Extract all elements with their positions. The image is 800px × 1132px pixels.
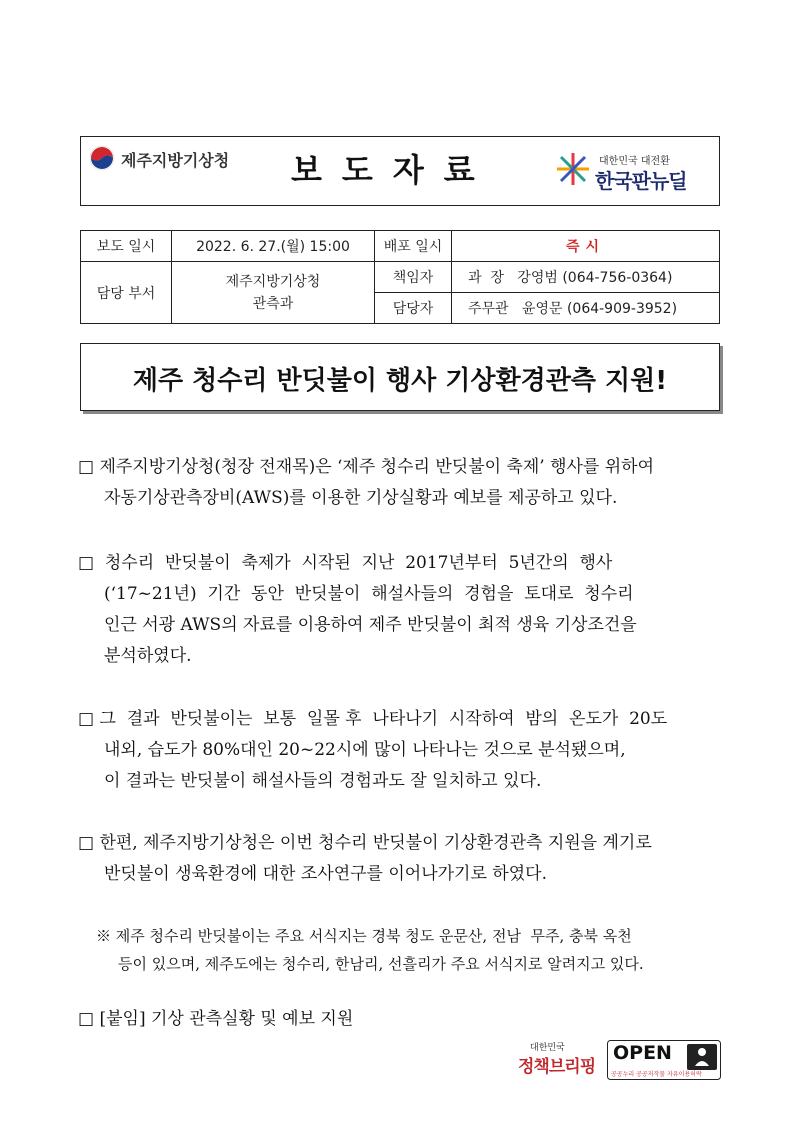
release-info-table (80, 230, 720, 324)
new-deal-star-icon (555, 151, 591, 187)
paragraph-2 (78, 548, 728, 672)
paragraph-4 (78, 828, 728, 890)
briefing-small-text: 대한민국 (530, 1043, 565, 1053)
headline-box (80, 343, 720, 411)
policy-briefing-logo (518, 1040, 598, 1080)
distribution-value: 즉시 (452, 231, 720, 262)
footnote-line: 등이 있으며, 제주도에는 청수리, 한남리, 선흘리가 주요 서식지로 알려지고 있다. (118, 955, 644, 973)
contact-value: 주무관 윤영문 (064-909-3952) (452, 293, 720, 324)
paragraph-3 (78, 704, 728, 797)
agency-name: 제주지방기상청 (121, 151, 230, 170)
contact-label: 담당자 (375, 293, 452, 324)
korean-new-deal-logo (555, 149, 705, 199)
distribution-label: 배포 일시 (375, 231, 452, 262)
government-emblem-icon (89, 145, 115, 171)
paragraph-line: □ 제주지방기상청(청장 전재목)은 ‘제주 청수리 반딧불이 축제’ 행사를 위하여 (78, 457, 655, 477)
document-kind: 보도자료 (291, 151, 495, 189)
responsible-value: 과 장 강영범 (064-756-0364) (452, 262, 720, 293)
briefing-name: 정책브리핑 (518, 1057, 596, 1077)
headline: 제주 청수리 반딧불이 행사 기상환경관측 지원! (132, 366, 668, 396)
dept-label: 담당 부서 (81, 262, 172, 324)
dept-value (172, 262, 375, 324)
dept-line-1: 제주지방기상청 (225, 273, 321, 290)
responsible-row (81, 262, 720, 293)
paragraph-1 (78, 452, 728, 514)
paragraph-line: 인근 서광 AWS의 자료를 이용하여 제주 반딧불이 최적 생육 기상조건을 (104, 615, 637, 635)
release-value: 2022. 6. 27.(월) 15:00 (172, 231, 375, 262)
attachment-text: □ [붙임] 기상 관측실황 및 예보 지원 (78, 1009, 354, 1029)
open-subtext: 공공누리 공공저작물 자유이용허락 (611, 1071, 702, 1078)
paragraph-line: 분석하였다. (104, 646, 192, 666)
brand-tagline: 대한민국 대전환 (599, 156, 670, 167)
paragraph-line: 자동기상관측장비(AWS)를 이용한 기상실황과 예보를 제공하고 있다. (104, 488, 618, 508)
paragraph-line: (‘17~21년) 기간 동안 반딧불이 해설사들의 경험을 토대로 청수리 (104, 584, 634, 604)
dept-line-2: 관측과 (252, 295, 294, 312)
paragraph-line: 이 결과는 반딧불이 해설사들의 경험과도 잘 일치하고 있다. (104, 771, 542, 791)
paragraph-line: 내외, 습도가 80%대인 20~22시에 많이 나타나는 것으로 분석됐으며, (104, 740, 626, 760)
press-header (80, 136, 720, 206)
kogl-open-badge (607, 1040, 721, 1080)
paragraph-line: □ 한편, 제주지방기상청은 이번 청수리 반딧불이 기상환경관측 지원을 계기로 (78, 833, 652, 853)
attachment-line (78, 1004, 728, 1035)
paragraph-line: □ 청수리 반딧불이 축제가 시작된 지난 2017년부터 5년간의 행사 (78, 553, 613, 573)
release-label: 보도 일시 (81, 231, 172, 262)
open-label: OPEN (613, 1042, 672, 1064)
responsible-label: 책임자 (375, 262, 452, 293)
release-row (81, 231, 720, 262)
paragraph-line: □ 그 결과 반딧불이는 보통 일몰 후 나타나기 시작하여 밤의 온도가 20도 (78, 709, 668, 729)
footnote (96, 922, 732, 978)
footnote-line: ※ 제주 청수리 반딧불이는 주요 서식지는 경북 청도 운문산, 전남 무주, 충북 옥천 (96, 927, 632, 945)
brand-name: 한국판뉴딜 (595, 169, 687, 193)
paragraph-line: 반딧불이 생육환경에 대한 조사연구를 이어나가기로 하였다. (104, 864, 547, 884)
